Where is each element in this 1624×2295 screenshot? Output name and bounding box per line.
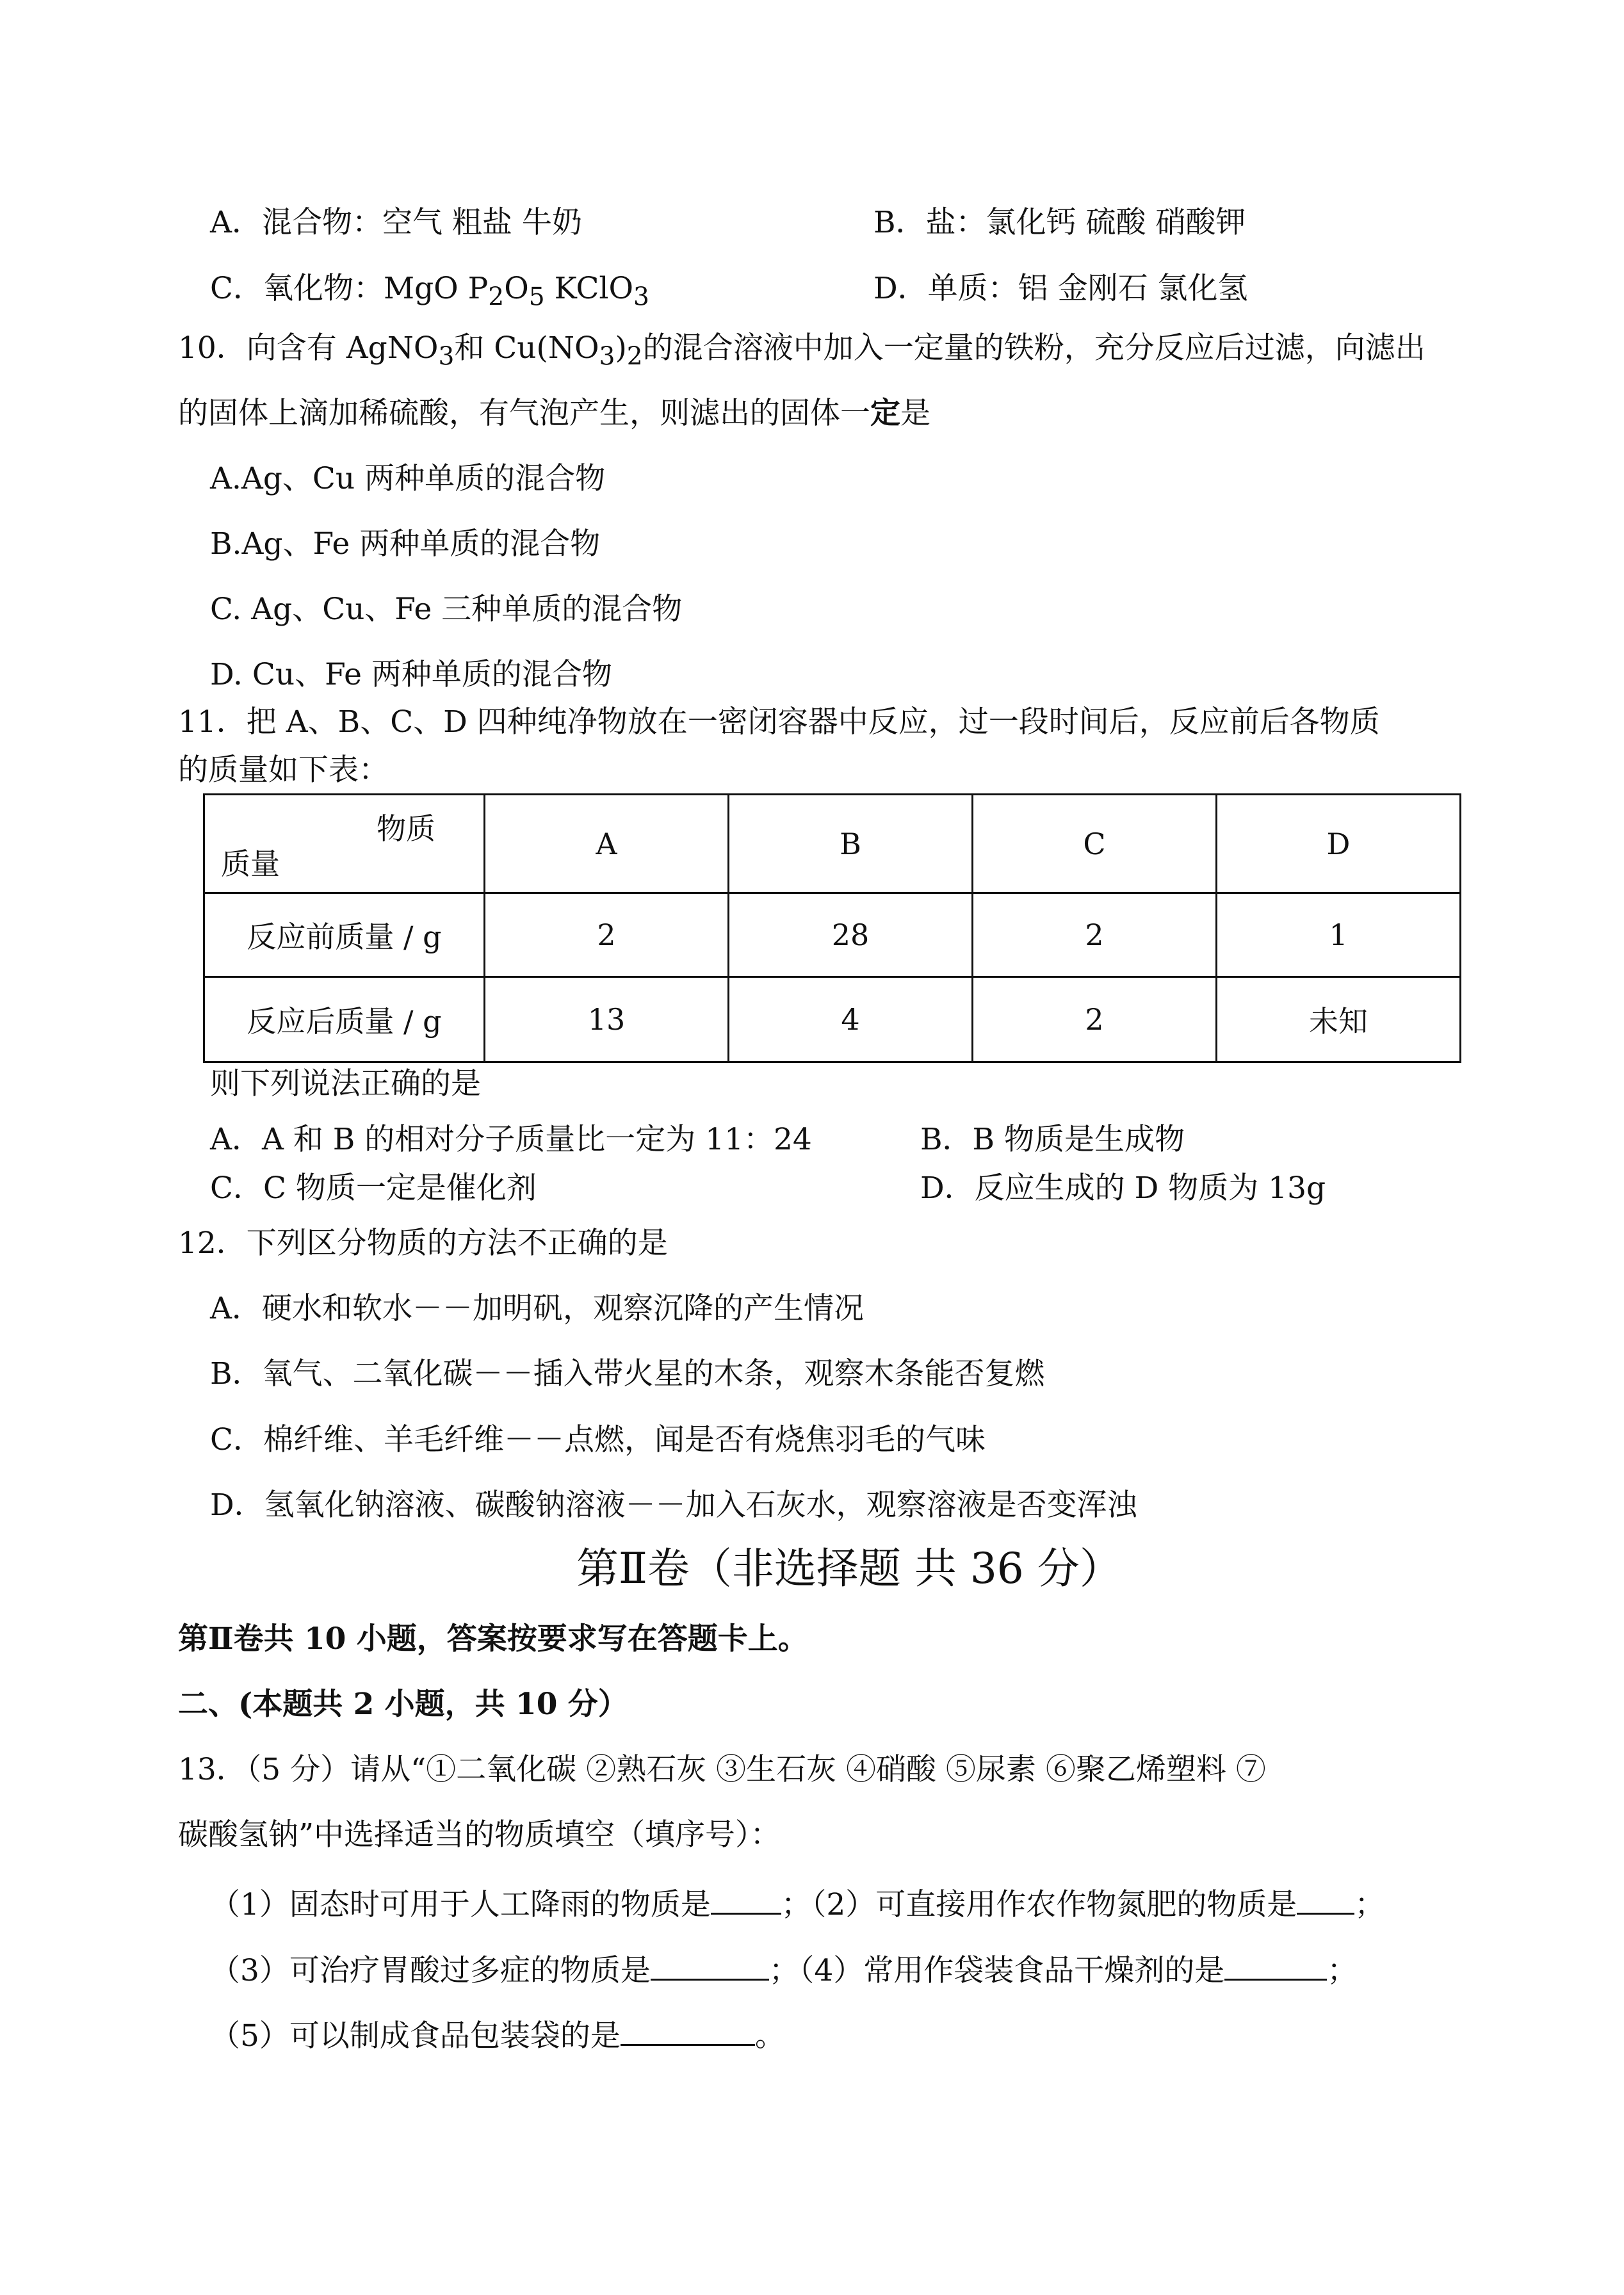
row-label: 反应前质量 / g [204,893,485,977]
q11-option-b: B．B 物质是生成物 [920,1122,1185,1157]
table-row [204,977,1461,1062]
q9-option-c: C．氧化物：MgO $P_2O_5$ KClO$_3$ [210,271,649,312]
answer-blank[interactable] [1224,1949,1327,1981]
table-cell: 1 [1217,893,1461,977]
table-cell: 2 [973,893,1217,977]
q11-option-a: A．A 和 B 的相对分子质量比一定为 11：24 [210,1122,812,1157]
answer-blank[interactable] [711,1883,781,1915]
q9-option-b: B．盐：氯化钙 硫酸 硝酸钾 [873,205,1246,240]
corner-label-mass: 质量 [221,847,280,881]
q11-option-d: D．反应生成的 D 物质为 13g [920,1171,1326,1206]
part2-note: 第Ⅱ卷共 10 小题，答案按要求写在答题卡上。 [178,1621,808,1657]
table-cell: 13 [485,977,729,1062]
answer-blank[interactable] [621,2014,755,2046]
section-heading: 二、(本题共 2 小题，共 10 分） [178,1687,628,1722]
table-header-row [204,795,1461,893]
q13-line3: （5）可以制成食品包装袋的是 。 [210,2014,785,2054]
q13-line2: （3）可治疗胃酸过多症的物质是 ；（4）常用作袋装食品干燥剂的是 ； [210,1949,1357,1989]
q13-line1: （1）固态时可用于人工降雨的物质是 ；（2）可直接用作农作物氮肥的物质是 ； [210,1883,1384,1923]
table-cell: 2 [485,893,729,977]
table-header-cell: D [1217,795,1461,893]
table-header-cell: C [973,795,1217,893]
table-header-cell: A [485,795,729,893]
answer-blank[interactable] [651,1949,769,1981]
table-cell: 2 [973,977,1217,1062]
table-header-cell: B [729,795,973,893]
answer-blank[interactable] [1297,1883,1354,1915]
part2-title: 第Ⅱ卷（非选择题 共 36 分） [576,1544,1122,1593]
table-cell: 未知 [1217,977,1461,1062]
q10-option-d: D. Cu、Fe 两种单质的混合物 [210,657,612,692]
q10-option-b: B.Ag、Fe 两种单质的混合物 [210,526,601,562]
table-cell: 28 [729,893,973,977]
q9-option-d: D．单质：铝 金刚石 氯化氢 [873,271,1248,306]
table-corner-cell [204,795,485,893]
q12-option-c: C．棉纤维、羊毛纤维－－点燃，闻是否有烧焦羽毛的气味 [210,1422,986,1457]
q10-stem-line2: 的固体上滴加稀硫酸，有气泡产生，则滤出的固体一定是 [178,396,930,431]
row-label: 反应后质量 / g [204,977,485,1062]
q10-option-c: C. Ag、Cu、Fe 三种单质的混合物 [210,592,683,627]
corner-label-substance: 物质 [377,811,435,846]
q12-option-a: A．硬水和软水－－加明矾，观察沉降的产生情况 [210,1291,864,1326]
q11-stem-line2: 的质量如下表： [178,752,389,788]
q10-option-a: A.Ag、Cu 两种单质的混合物 [210,461,606,496]
q9-option-a: A．混合物：空气 粗盐 牛奶 [210,205,582,240]
table-cell: 4 [729,977,973,1062]
q12-option-b: B．氧气、二氧化碳－－插入带火星的木条，观察木条能否复燃 [210,1356,1045,1391]
q13-stem-line2: 碳酸氢钠”中选择适当的物质填空（填序号）： [178,1817,781,1853]
q11-stem-line1: 11．把 A、B、C、D 四种纯净物放在一密闭容器中反应，过一段时间后，反应前后各物质 [178,704,1380,740]
table-row [204,893,1461,977]
mass-table [203,793,1461,1063]
q11-option-c: C．C 物质一定是催化剂 [210,1171,537,1206]
q13-stem-line1: 13．（5 分）请从“①二氧化碳 ②熟石灰 ③生石灰 ④硝酸 ⑤尿素 ⑥聚乙烯塑料 ⑦ [178,1752,1266,1787]
q10-stem-line1: 10．向含有 AgNO$_3$和 $Cu(NO_3)_2$的混合溶液中加入一定量的铁粉，充分反应后过滤，向滤出 [178,330,1425,371]
q11-prompt: 则下列说法正确的是 [210,1066,481,1101]
q12-stem: 12．下列区分物质的方法不正确的是 [178,1226,668,1261]
q12-option-d: D．氢氧化钠溶液、碳酸钠溶液－－加入石灰水，观察溶液是否变浑浊 [210,1488,1137,1523]
